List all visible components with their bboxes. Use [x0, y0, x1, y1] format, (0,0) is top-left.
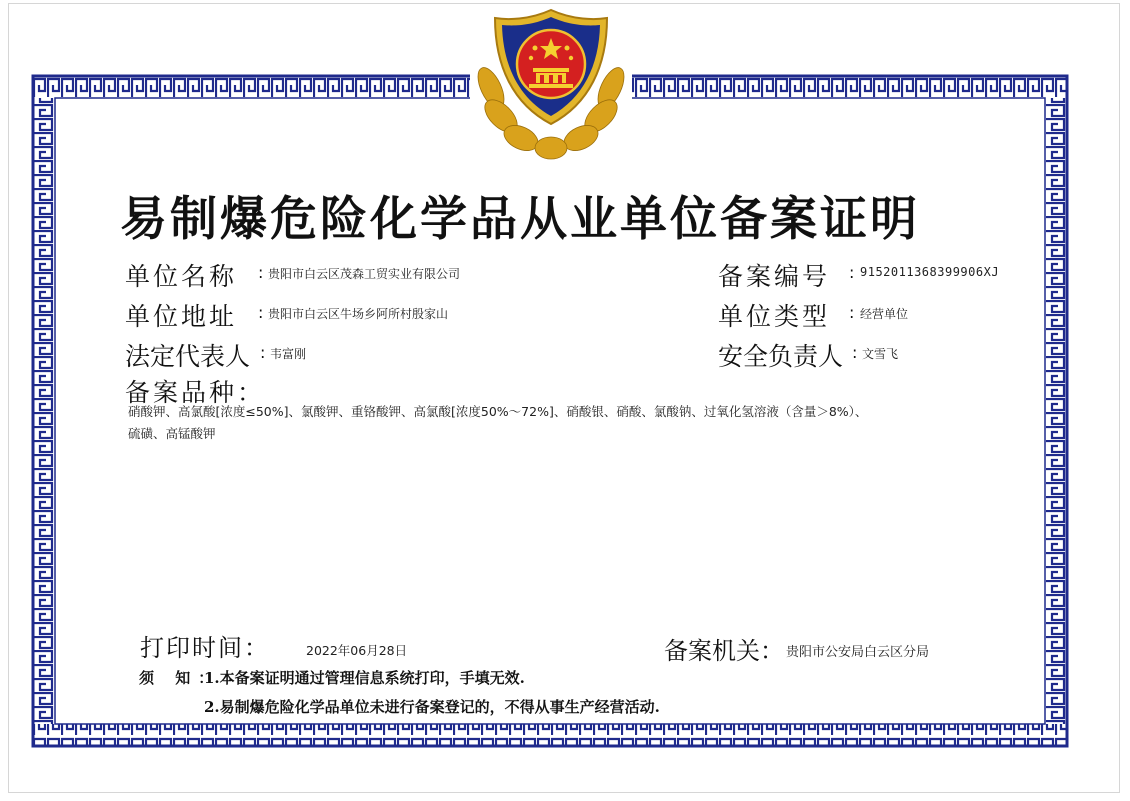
unit-type-colon: : — [849, 303, 855, 322]
legal-rep-label: 法定代表人 — [125, 342, 251, 371]
certificate-title: 易制爆危险化学品从业单位备案证明 — [120, 192, 920, 247]
police-badge-icon — [473, 6, 629, 164]
unit-name-label: 单位名称 — [125, 262, 238, 291]
safety-officer-colon: : — [852, 343, 858, 362]
unit-type-label: 单位类型 — [718, 302, 831, 331]
safety-officer-value: 文雪飞 — [862, 347, 899, 361]
unit-name-value: 贵阳市白云区茂森工贸实业有限公司 — [268, 267, 461, 281]
record-no-colon: : — [849, 263, 855, 282]
unit-name-colon: : — [258, 263, 264, 282]
varieties-line-1: 硝酸钾、高氯酸[浓度≤50%]、氯酸钾、重铬酸钾、高氯酸[浓度50%～72%]、硝酸银、硝酸、氯酸钠、过氧化氢溶液（含量＞8%）、 — [128, 404, 868, 419]
unit-type-value: 经营单位 — [860, 307, 909, 321]
notice-label: 须 知： — [139, 669, 222, 687]
address-value: 贵阳市白云区牛场乡阿所村殷家山 — [268, 307, 449, 321]
authority-label: 备案机关： — [664, 637, 784, 665]
address-label: 单位地址 — [125, 302, 238, 331]
address-colon: : — [258, 303, 264, 322]
notice-item-2: 2.易制爆危险化学品单位未进行备案登记的，不得从事生产经营活动. — [204, 698, 660, 716]
authority-value: 贵阳市公安局白云区分局 — [786, 645, 930, 660]
notice-item-1: 1.本备案证明通过管理信息系统打印，手填无效. — [204, 669, 525, 687]
varieties-line-2: 硫磺、高锰酸钾 — [128, 426, 216, 441]
safety-officer-label: 安全负责人 — [718, 342, 844, 371]
record-no-value: 9152011368399906XJ — [860, 265, 1000, 279]
print-time-label: 打印时间： — [140, 634, 270, 662]
varieties-label: 备案品种： — [125, 378, 266, 407]
varieties-list — [128, 401, 1028, 445]
print-time-value: 2022年06月28日 — [306, 643, 408, 658]
legal-rep-value: 韦富刚 — [270, 347, 307, 361]
record-no-label: 备案编号 — [718, 262, 831, 291]
legal-rep-colon: : — [260, 343, 266, 362]
